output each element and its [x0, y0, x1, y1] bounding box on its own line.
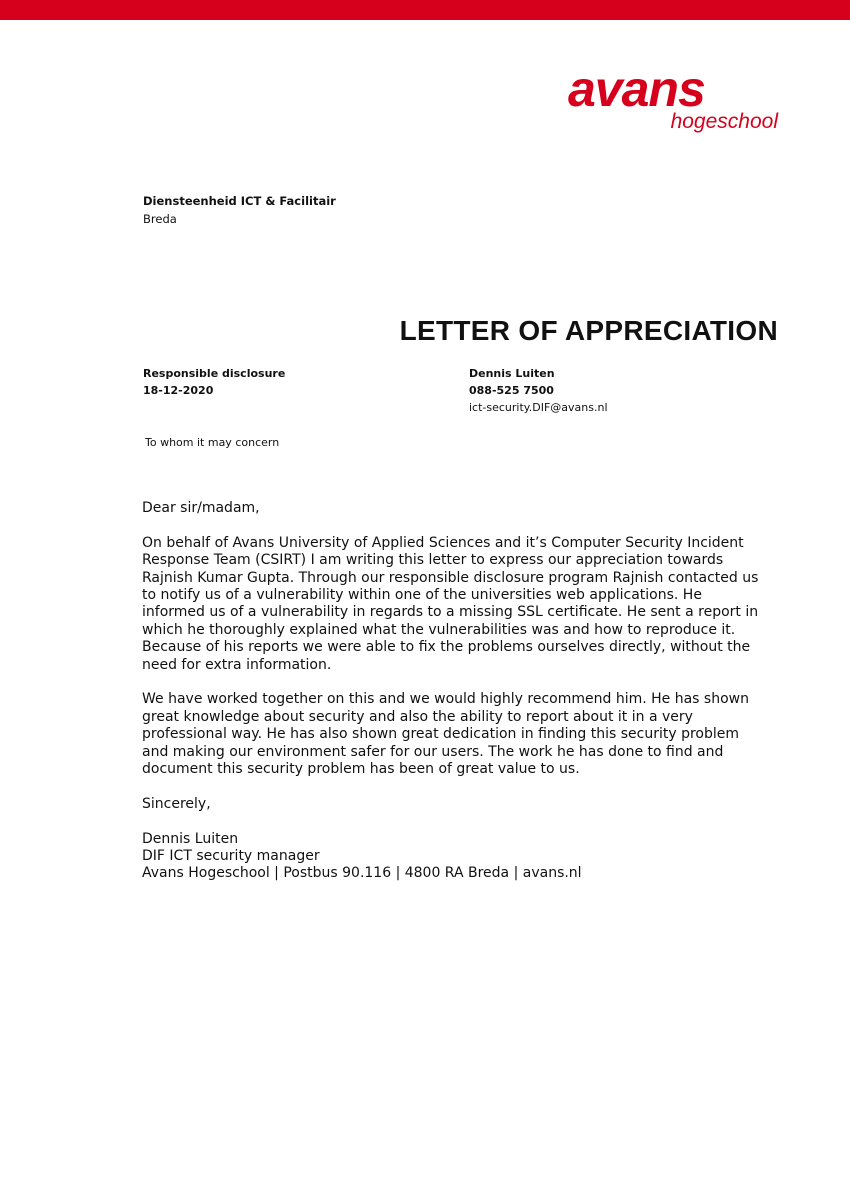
sender-department: Diensteenheid ICT & Facilitair — [143, 194, 336, 208]
top-red-bar — [0, 0, 850, 20]
signer-address: Avans Hogeschool | Postbus 90.116 | 4800 RA Breda | avans.nl — [142, 865, 582, 882]
sender-block — [143, 192, 336, 228]
phone-value: 088-525 7500 — [469, 384, 554, 397]
logo-subtitle: hogeschool — [670, 110, 778, 133]
letter-title: LETTER OF APPRECIATION — [399, 315, 778, 346]
date-value: 18-12-2020 — [143, 384, 214, 397]
paragraph-1: On behalf of Avans University of Applied Sciences and it’s Computer Security Incident Response Team (CSIRT) I am writing this letter to express our appreciation towards Rajnish Kumar Gupta. Through our responsible disclosure program Rajnish contacted us to notify us of a vulnerability within one of the universities web applications. He informed us of a vulnerability in regards to a missing SSL certificate. He sent a report in which he thoroughly explained what the vulnerabilities was and how to reproduce it. Because of his reports we were able to fix the problems ourselves directly, without the need for extra information. — [142, 534, 759, 673]
letter-body — [142, 500, 762, 883]
closing: Sincerely, — [142, 795, 211, 812]
signer-title: DIF ICT security manager — [142, 848, 320, 865]
sender-city: Breda — [143, 212, 177, 226]
paragraph-2: We have worked together on this and we would highly recommend him. He has shown great knowledge about security and also the ability to report about it in a very professional way. He has also shown great dedication in finding this security problem and making our environment safer for our users. The work he has done to find and document this security problem has been of great value to us. — [142, 691, 749, 778]
email-value: ict-security.DIF@avans.nl — [469, 401, 608, 414]
avans-logo — [560, 66, 790, 136]
subject-value: Responsible disclosure — [143, 367, 286, 380]
signer-name: Dennis Luiten — [142, 830, 239, 847]
to-value: To whom it may concern — [145, 436, 280, 449]
salutation: Dear sir/madam, — [142, 500, 260, 516]
logo-wordmark: avans — [568, 66, 705, 117]
contact-value: Dennis Luiten — [469, 367, 555, 380]
